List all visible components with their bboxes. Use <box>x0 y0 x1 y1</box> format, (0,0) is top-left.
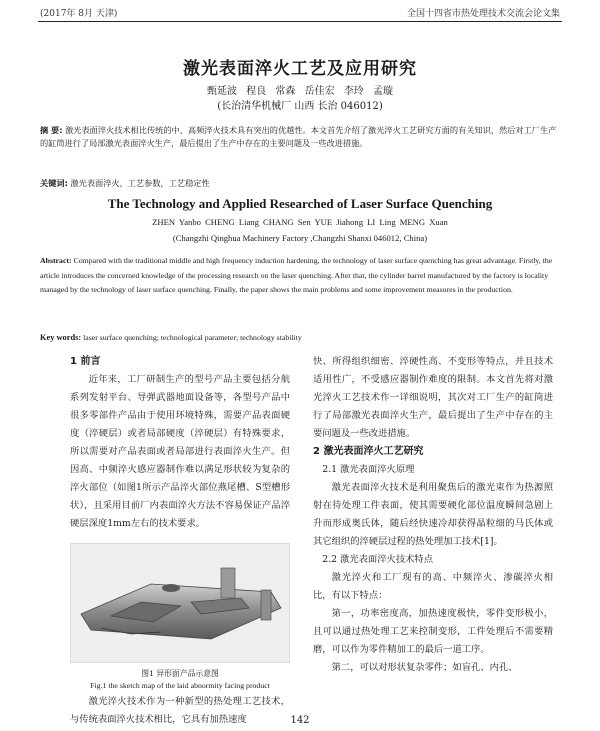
section-heading-2: 2 激光表面淬火工艺研究 <box>313 446 424 457</box>
abstract-cn-text: 激光表面淬火技术相比传统的中、高频淬火技术具有突出的优越性。本文首先介绍了激光淬火工艺研究方面的有关知识，然后对工厂生产的缸筒进行了局部激光表面淬火生产，最后提出了生产中存在的主要问题及一些改进措施。 <box>40 125 557 148</box>
subsection-2-2: 2.2 激光表面淬火技术特点 <box>322 554 434 565</box>
figure-1-caption-en: Fig.1 the sketch map of the laid abnormity facing product <box>90 681 270 690</box>
abstract-en-label: Abstract: <box>40 256 72 265</box>
page-title-en: The Technology and Applied Researched of Laser Surface Quenching <box>107 196 493 211</box>
feature-point-2: 第二，可以对形状复杂零件；如盲孔、内孔、 <box>331 662 518 673</box>
keywords-cn-text: 激光表面淬火，工艺参数，工艺稳定性 <box>70 178 210 188</box>
authors-cn: 甄延波 程良 常森 岳佳宏 李玲 孟璇 <box>207 86 393 97</box>
laser-tech-paragraph: 激光淬火技术作为一种新型的热处理工艺技术，与传统表面淬火技术相比，它具有加热速度 <box>70 696 290 725</box>
header-rule <box>38 21 562 22</box>
subsection-2-1: 2.1 激光表面淬火原理 <box>322 464 415 475</box>
affiliation-en: (Changzhi Qinghua Machinery Factory ,Changzhi Shanxi 046012, China) <box>172 233 428 243</box>
header-right: 全国十四省市热处理技术交流会论文集 <box>406 9 560 19</box>
figure-1-image <box>70 543 290 663</box>
right-column <box>313 353 553 677</box>
abstract-en <box>40 254 560 298</box>
affiliation-cn: (长治清华机械厂 山西 长治 046012) <box>217 101 383 112</box>
abstract-cn <box>40 124 560 150</box>
keywords-en <box>40 333 560 342</box>
machined-part-sketch <box>71 544 289 662</box>
feature-point-1: 第一，功率密度高，加热速度极快，零件变形极小，且可以通过热处理工艺来控制变形，工件处理后不需要精磨，可以作为零件精加工的最后一道工序。 <box>313 608 553 655</box>
left-column <box>70 353 290 533</box>
right-continuation-paragraph: 快、所得组织细密、淬硬性高、不变形等特点，并且技术适用性广，不受感应器制作难度的限制。本文首先将对激光淬火工艺技术作一详细说明，其次对工厂生产的缸筒进行了局部激光表面淬火生产，最后提出了生产中存在的主要问题及一些改进措施。 <box>313 356 553 439</box>
keywords-cn <box>40 178 210 189</box>
keywords-cn-label: 关键词: <box>40 178 68 188</box>
keywords-en-text: laser surface quenching; technological parameter; technology stability <box>83 333 302 342</box>
authors-en: ZHEN Yanbo CHENG Liang CHANG Sen YUE Jiahong LI Ling MENG Xuan <box>152 217 448 227</box>
intro-paragraph: 近年来，工厂研制生产的型号产品主要包括分航系列发射平台、导弹武器地面设备等，各型号产品中很多零部件产品由于使用环境特殊，需要产品表面硬度（淬硬层）或者局部硬度（淬硬层）有特殊要求，所以需要对产品表面或者局部进行表面淬火生产。但因高、中频淬火感应器制作难以满足形状较为复杂的淬火部位（如图1所示产品淬火部位燕尾槽、S型槽形状），且采用目前厂内表面淬火方法不容易保证产品淬硬层深度1mm左右的技术要求。 <box>70 374 290 529</box>
header-left: (2017年 8月 天津) <box>40 9 118 19</box>
abstract-cn-label: 摘 要: <box>40 125 63 135</box>
principle-paragraph: 激光表面淬火技术是利用聚焦后的激光束作为热源照射在待处理工件表面，使其需要硬化部位温度瞬间急剧上升而形成奥氏体，随后经快速冷却获得晶粒细的马氏体或其它组织的淬硬层过程的热处理加工技术[1]。 <box>313 482 553 547</box>
keywords-en-label: Key words: <box>40 333 82 342</box>
figure-1-caption-cn: 图1 异形面产品示意图 <box>141 669 219 678</box>
page-number: 142 <box>290 715 310 726</box>
features-intro-paragraph: 激光淬火和工厂现有的高、中频淬火、渗碳淬火相比，有以下特点： <box>313 572 553 601</box>
abstract-en-text: Compared with the traditional middle and high frequency induction hardening, the technology of laser surface quenching has great advantage. Firstly, the article introduces the concerned knowledge of the processing research on the laser quenching. After that, the cylinder barrel manufactured by the factory is locality managed by the technology of laser surface quenching. Finally, the paper shows the main problems and some improvement measures in the production. <box>40 256 553 295</box>
section-heading-1: 1 前言 <box>70 356 101 367</box>
page-title-cn: 激光表面淬火工艺及应用研究 <box>183 59 417 79</box>
